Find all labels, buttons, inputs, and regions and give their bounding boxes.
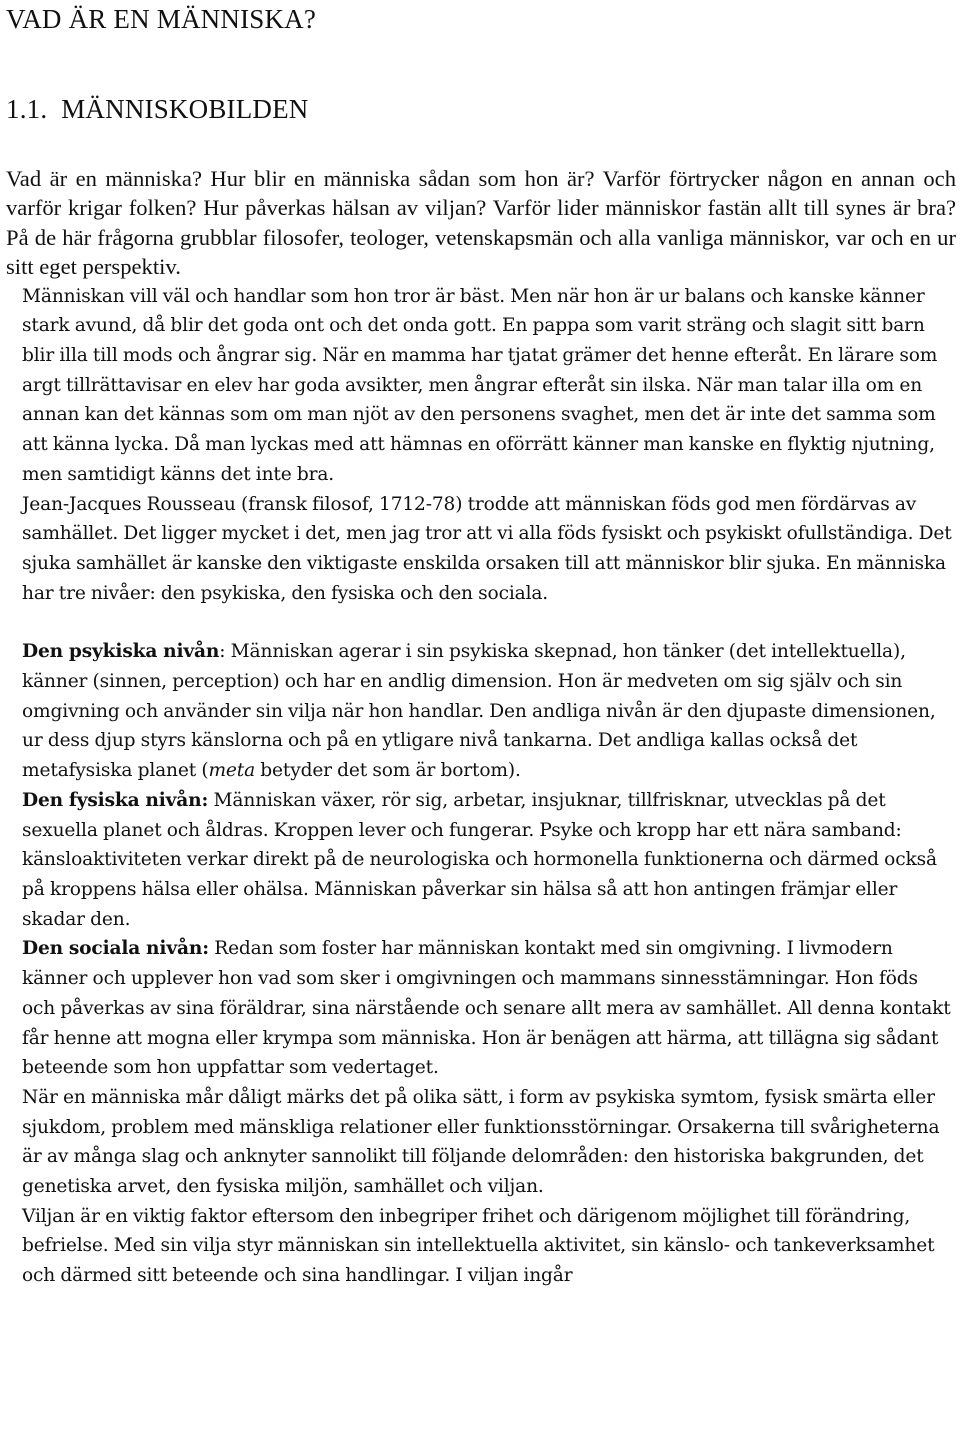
physical-level-text: Människan växer, rör sig, arbetar, insjuknar, tillfrisknar, utvecklas på det sexuella planet och åldras. Kroppen lever och fungerar. Psyke och kropp har ett nära samband: känsloaktiviteten verkar direkt på de neurologiska och hormonella funktionerna och därmed också på kroppens hälsa eller ohälsa. Människan påverkar sin hälsa så att hon antingen främjar eller skadar den. <box>22 789 937 930</box>
psychic-level-label: Den psykiska nivån <box>22 641 220 663</box>
section-title: MÄNNISKOBILDEN <box>61 94 309 124</box>
paragraph-social-level <box>6 934 956 1083</box>
paragraph-balance: Människan vill väl och handlar som hon tror är bäst. Men när hon är ur balans och kanske känner stark avund, då blir det goda ont och det onda gott. En pappa som varit sträng och slagit sitt barn blir illa till mods och ångrar sig. När en mamma har tjatat grämer det henne efteråt. En lärare som argt tillrättavisar en elev har goda avsikter, men ångrar efteråt sin ilska. När man talar illa om en annan kan det kännas som om man njöt av den personens svaghet, men det är inte det samma som att känna lycka. Då man lyckas med att hämnas en oförrätt känner man kanske en flyktig njutning, men samtidigt känns det inte bra. <box>22 285 938 485</box>
paragraph-psychic-level <box>6 637 956 786</box>
paragraph-physical-level <box>6 786 956 935</box>
section-number: 1.1. <box>6 94 48 124</box>
intro-paragraph: Vad är en människa? Hur blir en människa sådan som hon är? Varför förtrycker någon en annan och varför krigar folken? Hur påverkas hälsan av viljan? Varför lider människor fastän allt till synes är bra? På de här frågorna grubblar filosofer, teologer, vetenskapsmän och alla vanliga människor, var och en ur sitt eget perspektiv. <box>6 166 956 280</box>
paragraph-rousseau: Jean-Jacques Rousseau (fransk filosof, 1712-78) trodde att människan föds god men fördärvas av samhället. Det ligger mycket i det, men jag tror att vi alla föds fysiskt och psykiskt ofullständiga. Det sjuka samhället är kanske den viktigaste enskilda orsaken till att människor blir sjuka. En människa har tre nivåer: den psykiska, den fysiska och den sociala. <box>22 493 952 604</box>
psychic-level-text-a: : Människan agerar i sin psykiska skepnad, hon tänker (det intellektuella), känner (sinnen, perception) och har en andlig dimension. Hon är medveten om sig själv och sin omgivning och använder sin vilja när hon handlar. Den andliga nivån är den djupaste dimensionen, ur dess djup styrs känslorna och på en ytligare nivå tankarna. Det andliga kallas också det metafysiska planet ( <box>22 641 936 782</box>
social-level-label: Den sociala nivån: <box>22 938 209 960</box>
section-heading <box>6 94 956 124</box>
document-title: VAD ÄR EN MÄNNISKA? <box>6 4 317 34</box>
meta-term: meta <box>208 760 256 782</box>
paragraph-will: Viljan är en viktig faktor eftersom den inbegriper frihet och därigenom möjlighet till förändring, befrielse. Med sin vilja styr människan sin intellektuella aktivitet, sin känslo- och tankeverksamhet och därmed sitt beteende och sina handlingar. I viljan ingår <box>22 1205 935 1287</box>
physical-level-label: Den fysiska nivån: <box>22 789 209 811</box>
psychic-level-text-b: betyder det som är bortom). <box>255 760 521 782</box>
social-level-text: Redan som foster har människan kontakt med sin omgivning. I livmodern känner och upplever hon vad som sker i omgivningen och mammans sinnesstämningar. Hon föds och påverkas av sina föräldrar, sina närstående och senare allt mera av samhället. All denna kontakt får henne att mogna eller krympa som människa. Hon är benägen att härma, att tillägna sig sådant beteende som hon uppfattar som vedertaget. <box>22 938 951 1079</box>
paragraph-symptoms: När en människa mår dåligt märks det på olika sätt, i form av psykiska symtom, fysisk smärta eller sjukdom, problem med mänskliga relationer eller funktionsstörningar. Orsakerna till svårigheterna är av många slag och anknyter sannolikt till följande delområden: den historiska bakgrunden, det genetiska arvet, den fysiska miljön, samhället och viljan. <box>22 1086 940 1198</box>
document-page <box>6 0 956 1291</box>
